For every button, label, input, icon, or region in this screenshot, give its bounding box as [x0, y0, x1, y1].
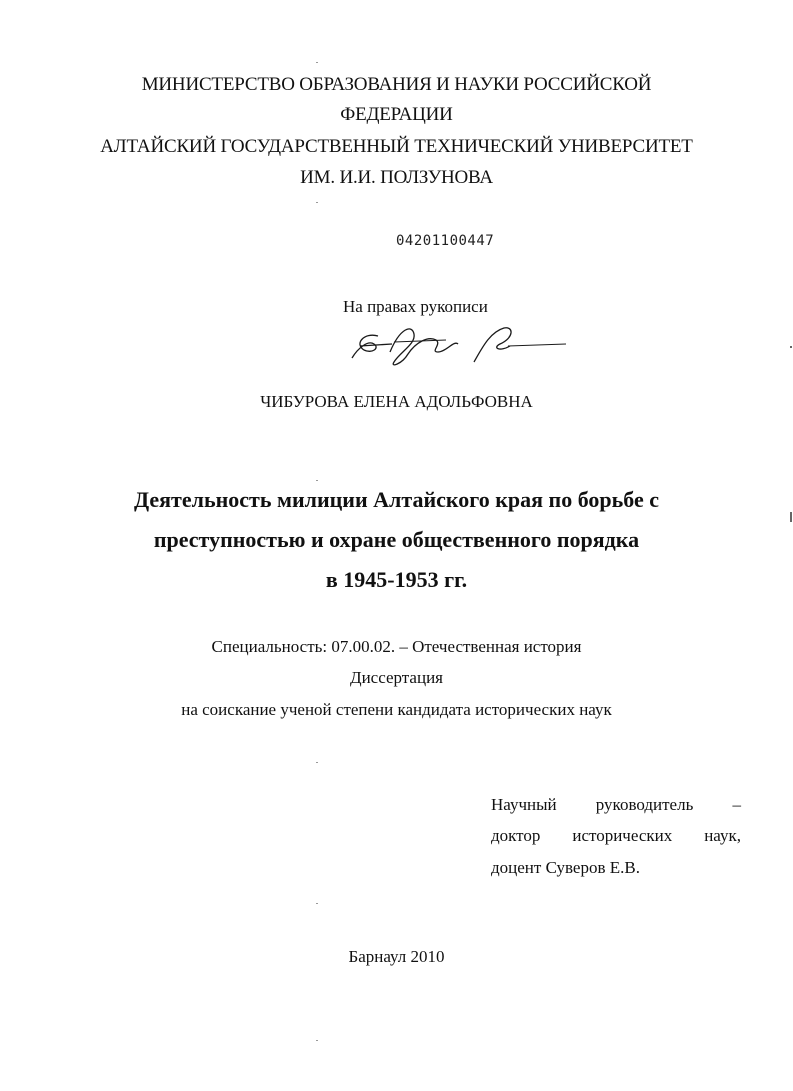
- scan-speck: [316, 202, 318, 203]
- scan-speck: [316, 762, 318, 763]
- university-line-2: ИМ. И.И. ПОЛЗУНОВА: [300, 167, 493, 188]
- ministry-line-1: МИНИСТЕРСТВО ОБРАЗОВАНИЯ И НАУКИ РОССИЙСКОЙ: [141, 74, 652, 95]
- author-name: ЧИБУРОВА ЕЛЕНА АДОЛЬФОВНА: [260, 392, 533, 411]
- advisor-line-1: Научный руководитель –: [491, 795, 741, 814]
- work-type: Диссертация: [349, 668, 443, 687]
- university-line-1: АЛТАЙСКИЙ ГОСУДАРСТВЕННЫЙ ТЕХНИЧЕСКИЙ УНИВЕРСИТЕТ: [100, 136, 693, 157]
- scan-speck: [316, 903, 318, 904]
- scan-speck: [316, 480, 318, 481]
- city-year: Барнаул 2010: [348, 947, 445, 966]
- scan-speck: [316, 62, 318, 63]
- specialty: Специальность: 07.00.02. – Отечественная история: [211, 637, 582, 656]
- title-line-3: в 1945-1953 гг.: [325, 567, 468, 592]
- advisor-line-3: доцент Суверов Е.В.: [491, 858, 640, 877]
- catalog-number: 04201100447: [396, 233, 495, 249]
- signature: [350, 318, 570, 370]
- manuscript-note: На правах рукописи: [343, 297, 488, 316]
- scan-edge-mark: [790, 512, 792, 522]
- title-line-2: преступностью и охране общественного порядка: [153, 527, 640, 552]
- title-line-1: Деятельность милиции Алтайского края по борьбе с: [133, 487, 660, 512]
- advisor-line-2: доктор исторических наук,: [491, 826, 741, 845]
- scan-edge-mark: [790, 346, 792, 348]
- ministry-line-2: ФЕДЕРАЦИИ: [340, 104, 453, 125]
- scan-speck: [316, 1040, 318, 1041]
- degree: на соискание ученой степени кандидата исторических наук: [181, 700, 612, 719]
